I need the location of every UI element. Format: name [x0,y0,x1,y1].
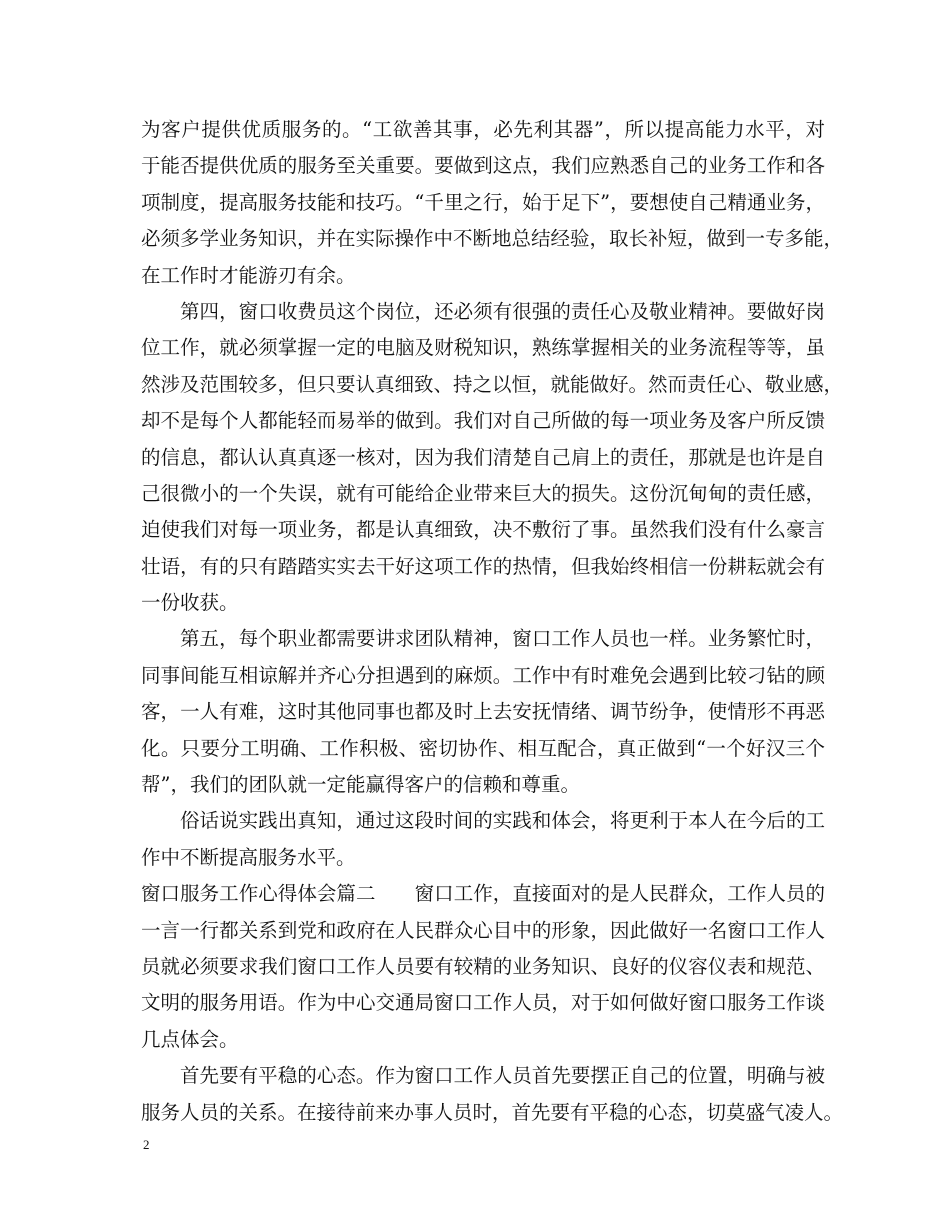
text-line: 项制度，提高服务技能和技巧。“千里之行，始于足下”，要想使自己精通业务， [141,190,825,214]
text-line: 必须多学业务知识，并在实际操作中不断地总结经验，取长补短，做到一专多能， [141,227,844,251]
text-line: 却不是每个人都能轻而易举的做到。我们对自己所做的每一项业务及客户所反馈 [141,409,825,433]
text-line: 第四，窗口收费员这个岗位，还必须有很强的责任心及敬业精神。要做好岗 [180,299,825,323]
text-line: 然涉及范围较多，但只要认真细致、持之以恒，就能做好。然而责任心、敬业感， [141,372,844,396]
text-line: 客，一人有难，这时其他同事也都及时上去安抚情绪、调节纷争，使情形不再恶 [141,700,825,724]
text-line: 壮语，有的只有踏踏实实去干好这项工作的热情，但我始终相信一份耕耘就会有 [141,554,825,578]
text-line: 在工作时才能游刃有余。 [141,263,356,287]
text-line: 员就必须要求我们窗口工作人员要有较精的业务知识、良好的仪容仪表和规范、 [141,954,825,978]
text-line: 一份收获。 [141,591,239,615]
text-line: 作中不断提高服务水平。 [141,845,356,869]
text-line: 己很微小的一个失误，就有可能给企业带来巨大的损失。这份沉甸甸的责任感， [141,481,825,505]
text-line: 俗话说实践出真知，通过这段时间的实践和体会，将更利于本人在今后的工 [180,809,825,833]
text-line: 位工作，就必须掌握一定的电脑及财税知识，熟练掌握相关的业务流程等等，虽 [141,336,825,360]
page-number: 2 [143,1137,150,1152]
text-line: 帮”，我们的团队就一定能赢得客户的信赖和尊重。 [141,773,580,797]
text-line: 文明的服务用语。作为中心交通局窗口工作人员，对于如何做好窗口服务工作谈 [141,991,825,1015]
text-line: 服务人员的关系。在接待前来办事人员时，首先要有平稳的心态，切莫盛气凌人。 [141,1100,844,1124]
text-line: 于能否提供优质的服务至关重要。要做到这点，我们应熟悉自己的业务工作和各 [141,154,825,178]
text-line: 第五，每个职业都需要讲求团队精神，窗口工作人员也一样。业务繁忙时， [180,627,825,651]
text-line: 几点体会。 [141,1027,239,1051]
body-text [141,112,844,1131]
text-line: 为客户提供优质服务的。“工欲善其事，必先利其器”，所以提高能力水平，对 [141,118,825,141]
text-line: 的信息，都认认真真逐一核对，因为我们清楚自己肩上的责任，那就是也许是自 [141,445,825,469]
text-line: 迫使我们对每一项业务，都是认真细致，决不敷衍了事。虽然我们没有什么豪言 [141,518,825,542]
text-line: 首先要有平稳的心态。作为窗口工作人员首先要摆正自己的位置，明确与被 [180,1064,825,1088]
text-line: 一言一行都关系到党和政府在人民群众心目中的形象，因此做好一名窗口工作人 [141,918,825,942]
text-line: 同事间能互相谅解并齐心分担遇到的麻烦。工作中有时难免会遇到比较刁钻的顾 [141,663,825,687]
text-line: 窗口服务工作心得体会篇二 窗口工作，直接面对的是人民群众，工作人员的 [141,882,825,906]
text-line: 化。只要分工明确、工作积极、密切协作、相互配合，真正做到“一个好汉三个 [141,736,825,760]
